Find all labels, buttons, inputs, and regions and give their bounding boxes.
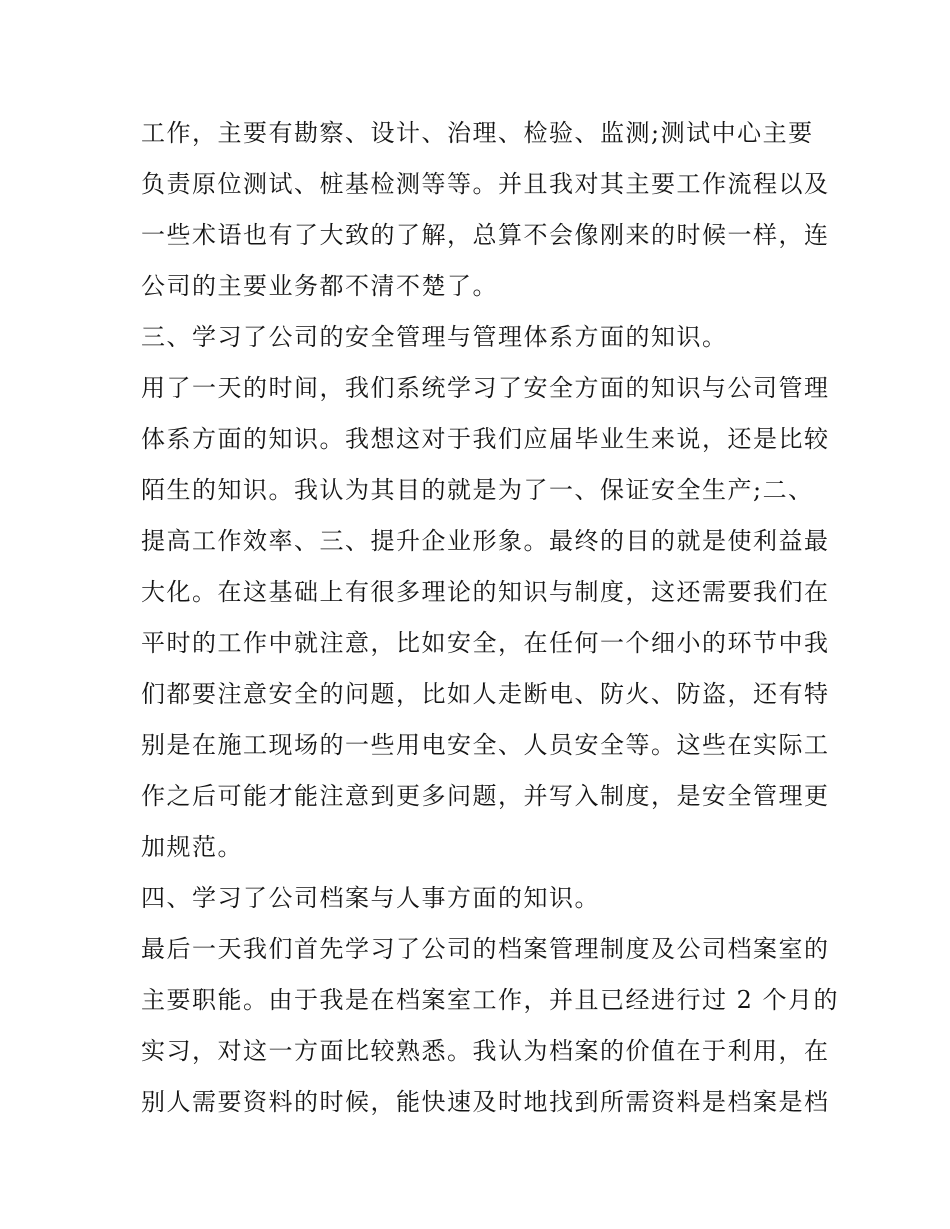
text-line: 负责原位测试、桩基检测等等。并且我对其主要工作流程以及 [141,170,830,198]
text-line: 大化。在这基础上有很多理论的知识与制度，这还需要我们在 [141,578,830,606]
text-line: 加规范。 [141,833,243,861]
section-heading-4: 四、学习了公司档案与人事方面的知识。 [141,884,600,912]
text-line: 们都要注意安全的问题，比如人走断电、防火、防盗，还有特 [141,680,830,708]
text-line: 公司的主要业务都不清不楚了。 [141,272,498,300]
body-text [141,108,840,1128]
text-line: 主要职能。由于我是在档案室工作，并且已经进行过 2 个月的 [141,986,840,1014]
text-line: 别是在施工现场的一些用电安全、人员安全等。这些在实际工 [141,731,830,759]
text-line: 别人需要资料的时候，能快速及时地找到所需资料是档案是档 [141,1088,830,1116]
text-line: 一些术语也有了大致的了解，总算不会像刚来的时候一样，连 [141,221,830,249]
section-heading-3: 三、学习了公司的安全管理与管理体系方面的知识。 [141,323,728,351]
text-line: 工作，主要有勘察、设计、治理、检验、监测;测试中心主要 [141,119,814,147]
text-line: 陌生的知识。我认为其目的就是为了一、保证安全生产;二、 [141,476,814,504]
text-line: 体系方面的知识。我想这对于我们应届毕业生来说，还是比较 [141,425,830,453]
text-line: 最后一天我们首先学习了公司的档案管理制度及公司档案室的 [141,935,830,963]
text-line: 提高工作效率、三、提升企业形象。最终的目的就是使利益最 [141,527,830,555]
text-line: 实习，对这一方面比较熟悉。我认为档案的价值在于利用，在 [141,1037,830,1065]
text-line: 用了一天的时间，我们系统学习了安全方面的知识与公司管理 [141,374,830,402]
text-line: 作之后可能才能注意到更多问题，并写入制度，是安全管理更 [141,782,830,810]
text-line: 平时的工作中就注意，比如安全，在任何一个细小的环节中我 [141,629,830,657]
